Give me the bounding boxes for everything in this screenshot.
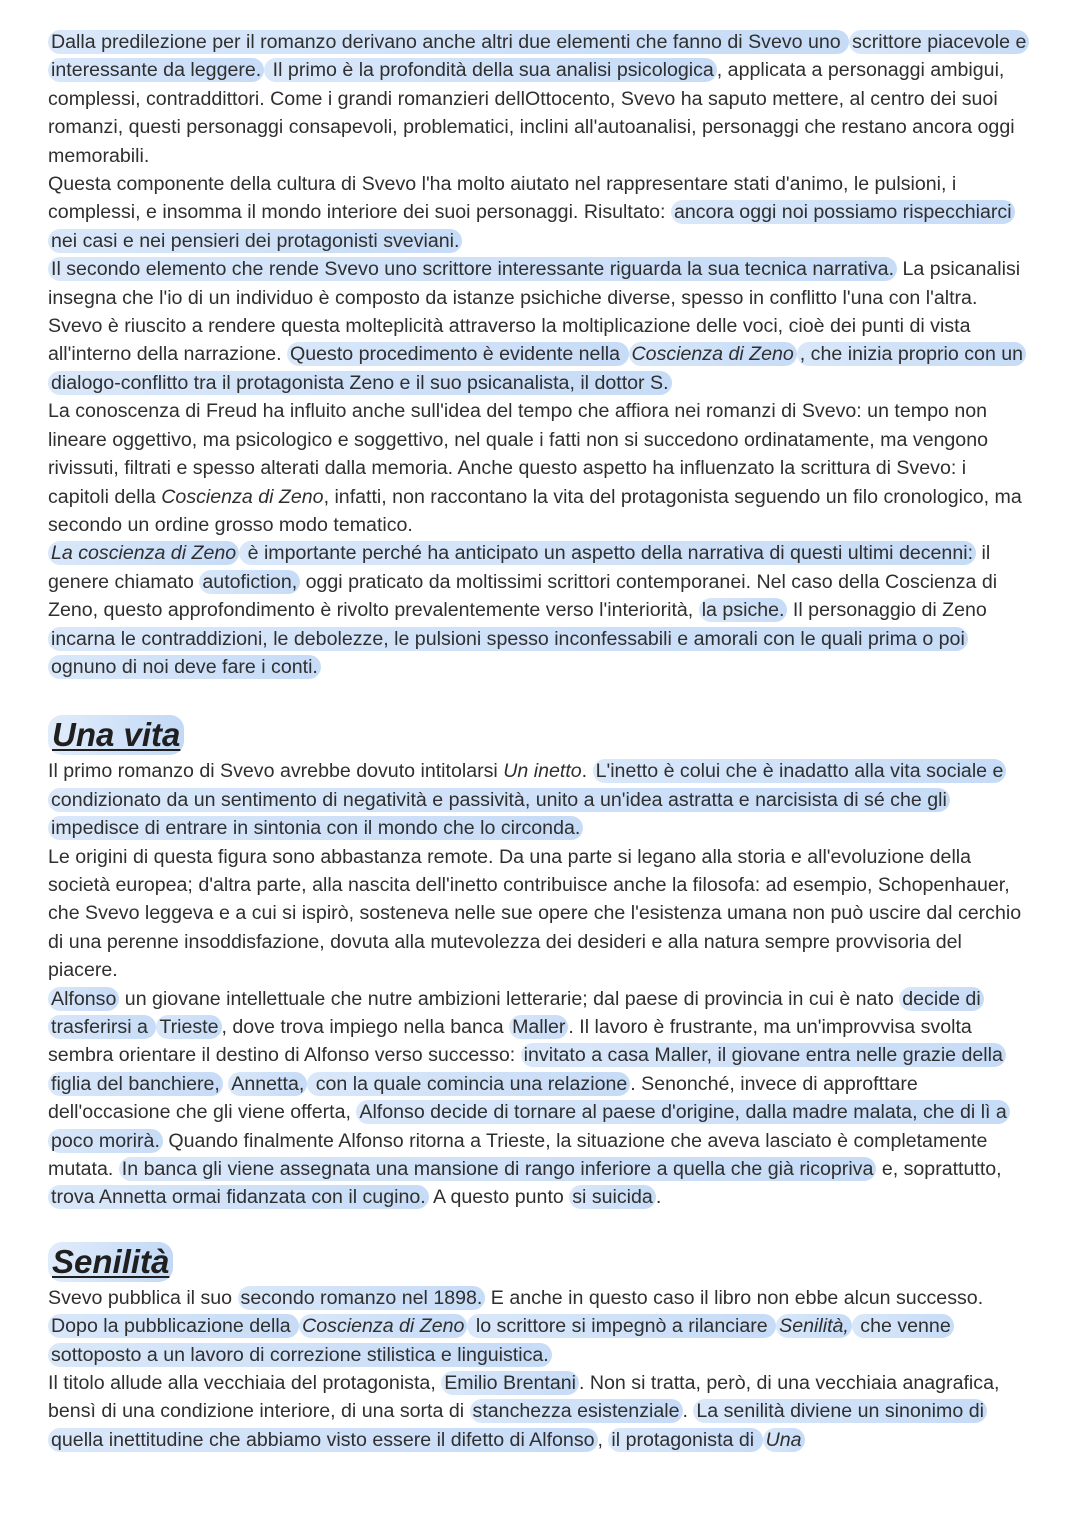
highlighted-text: Senilità, (776, 1314, 852, 1338)
highlighted-text: Annetta, (228, 1072, 307, 1096)
text-run: . Non si tratta, però, di una vecchiaia anagrafica, bensì di una condizione interiore, di una sorta di (48, 1372, 1000, 1423)
highlighted-text: scrittore piacevole e interessante da leggere. (48, 30, 1029, 82)
highlighted-text: Dopo la pubblicazione della (48, 1314, 299, 1338)
text-run: Le origini di questa figura sono abbastanza remote. Da una parte si legano alla storia e all'evoluzione della società europea; d'altra parte, alla nascita dell'inetto contribuisce anche la filosofa: ad esempio, Schopenhauer, che Svevo leggeva e a cui si ispirò, sosteneva nelle sue opere che l'esistenza umana non può uscire dal cerchio di una perenne insoddisfazione, dovuta alla mutevolezza dei desideri e alla natura sempre provvisoria del piacere. (48, 845, 1022, 982)
heading-senilita-wrap (48, 1242, 1032, 1282)
highlighted-text: Il secondo elemento che rende Svevo uno scrittore interessante riguarda la sua tecnica narrativa. (48, 257, 897, 281)
highlighted-text: Il primo è la profondità della sua analisi psicologica (264, 58, 717, 82)
highlighted-text: Alfonso decide di tornare al paese d'origine, dalla madre malata, che di lì a poco morirà. (48, 1100, 1010, 1152)
text-run: . Il lavoro è frustrante, ma un'improvvisa svolta sembra orientare il destino di Alfonso verso successo: (48, 1016, 972, 1067)
highlighted-text: autofiction, (199, 570, 300, 594)
text-run: , infatti, non raccontano la vita del protagonista seguendo un filo cronologico, ma secondo un ordine grosso modo tematico. (48, 485, 1022, 536)
una-vita-section (48, 757, 1032, 1212)
intro-paragraph (48, 28, 1032, 170)
text-run: Un inetto (503, 760, 582, 783)
text-run: , applicata a personaggi ambigui, complessi, contraddittori. Come i grandi romanzieri dellOttocento, Svevo ha saputo mettere, al centro dei suoi romanzi, questi personaggi consapevoli, problematici, inclini all'autoanalisi, personaggi che restano ancora oggi memorabili. (48, 59, 1015, 167)
intro-paragraph (48, 397, 1032, 539)
text-run: Il personaggio di Zeno (787, 599, 987, 622)
text-run: un giovane intellettuale che nutre ambizioni letterarie; dal paese di provincia in cui è nato (119, 987, 900, 1010)
intro-paragraph (48, 255, 1032, 397)
highlighted-text: In banca gli viene assegnata una mansione di rango inferiore a quella che già ricopriva (119, 1157, 877, 1181)
highlighted-text: la psiche. (699, 598, 788, 622)
text-run: La psicanalisi insegna che l'io di un individuo è composto da istanze psichiche diverse, spesso in conflitto l'una con l'altra. Svevo è riuscito a rendere questa molteplicità attraverso la moltiplicazione delle voci, cioè dei punti di vista all'interno della narrazione. (48, 258, 1021, 366)
senilita-section (48, 1284, 1032, 1454)
text-run: il genere chiamato (48, 542, 991, 593)
highlighted-text: che venne sottoposto a un lavoro di correzione stilistica e linguistica. (48, 1314, 954, 1366)
text-run: Il titolo allude alla vecchiaia del protagonista, (48, 1372, 442, 1395)
text-run: A questo punto (428, 1186, 570, 1209)
text-run: La conoscenza di Freud ha influito anche sull'idea del tempo che affiora nei romanzi di Svevo: un tempo non lineare oggettivo, ma psicologico e soggettivo, nel quale i fatti non si succedono ordinatamente, ma vengono rivissuti, filtrati e spesso alterati dalla memoria. Anche questo aspetto ha influenzato la scrittura di Svevo: i capitoli della (48, 400, 989, 508)
highlighted-text: invitato a casa Maller, il giovane entra nelle grazie della figlia del banchiere, (48, 1043, 1006, 1095)
heading-una-vita-wrap (48, 715, 1032, 755)
text-run: E anche in questo caso il libro non ebbe alcun successo. (485, 1286, 984, 1309)
highlighted-text: Dalla predilezione per il romanzo derivano anche altri due elementi che fanno di Svevo uno (48, 30, 849, 54)
text-run: . (682, 1400, 694, 1423)
highlighted-text: secondo romanzo nel 1898. (238, 1286, 486, 1310)
highlighted-text: Una (763, 1428, 805, 1452)
highlighted-text: Emilio Brentani (441, 1371, 579, 1395)
highlighted-text: Questo procedimento è evidente nella (287, 342, 629, 366)
highlighted-text: è importante perché ha anticipato un aspetto della narrativa di questi ultimi decenni: (239, 541, 976, 565)
highlighted-text: Alfonso (48, 987, 119, 1011)
highlighted-text: Coscienza di Zeno (629, 342, 797, 366)
una-vita-paragraph (48, 985, 1032, 1212)
highlighted-text: , che inizia proprio con un dialogo-conflitto tra il protagonista Zeno e il suo psicanalista, il dottor S. (48, 342, 1026, 394)
highlighted-text: si suicida (569, 1185, 656, 1209)
highlighted-text: Maller (509, 1015, 568, 1039)
highlighted-text: ancora oggi noi possiamo rispecchiarci nei casi e nei pensieri dei protagonisti sveviani. (48, 200, 1015, 252)
text-run: Coscienza di Zeno (161, 485, 324, 508)
text-run: , dove trova impiego nella banca (221, 1016, 510, 1038)
intro-paragraph (48, 170, 1032, 255)
text-run: , (597, 1428, 609, 1451)
intro-paragraph (48, 539, 1032, 681)
highlighted-text: stanchezza esistenziale (470, 1399, 683, 1423)
text-run: oggi praticato da moltissimi scrittori contemporanei. Nel caso della Coscienza di Zeno, questo approfondimento è rivolto prevalentemente verso l'interiorità, (48, 570, 998, 622)
highlighted-text: il protagonista di (608, 1428, 762, 1452)
highlighted-text: L'inetto è colui che è inadatto alla vita sociale e condizionato da un sentimento di negatività e passività, unito a un'idea astratta e narcisista di sé che gli impedisce di entrare in sintonia con il mondo che lo circonda. (48, 759, 1006, 840)
text-run: . (655, 1186, 662, 1209)
text-run: Il primo romanzo di Svevo avrebbe dovuto intitolarsi (48, 760, 504, 783)
section-heading-senilita: Senilità (48, 1242, 173, 1282)
text-run: Quando finalmente Alfonso ritorna a Trieste, la situazione che aveva lasciato è completamente mutata. (48, 1129, 988, 1181)
una-vita-paragraph (48, 757, 1032, 842)
section-heading-una-vita: Una vita (48, 715, 184, 755)
highlighted-text: lo scrittore si impegnò a rilanciare (467, 1314, 776, 1338)
highlighted-text: Trieste (156, 1015, 221, 1039)
text-run: . (581, 760, 593, 783)
text-run: e, soprattutto, (876, 1158, 1002, 1181)
text-run: . Senonché, invece di approfttare dell'occasione che gli viene offerta, (48, 1072, 918, 1124)
highlighted-text: decide di trasferirsi a (48, 987, 984, 1039)
senilita-paragraph (48, 1369, 1032, 1454)
highlighted-text: La coscienza di Zeno (48, 541, 239, 565)
senilita-paragraph (48, 1284, 1032, 1369)
highlighted-text: con la quale comincia una relazione (307, 1072, 630, 1096)
text-run: Svevo pubblica il suo (48, 1286, 238, 1309)
text-run: Questa componente della cultura di Svevo l'ha molto aiutato nel rappresentare stati d'animo, le pulsioni, i complessi, e insomma il mondo interiore dei suoi personaggi. Risultato: (48, 173, 957, 224)
una-vita-paragraph (48, 843, 1032, 985)
highlighted-text: trova Annetta ormai fidanzata con il cugino. (48, 1185, 429, 1209)
highlighted-text: incarna le contraddizioni, le debolezze, le pulsioni spesso inconfessabili e amorali con le quali prima o poi ognuno di noi deve fare i conti. (48, 627, 968, 679)
highlighted-text: La senilità diviene un sinonimo di quella inettitudine che abbiamo visto essere il difetto di Alfonso (48, 1399, 987, 1451)
intro-section (48, 28, 1032, 681)
highlighted-text: Coscienza di Zeno (299, 1314, 467, 1338)
